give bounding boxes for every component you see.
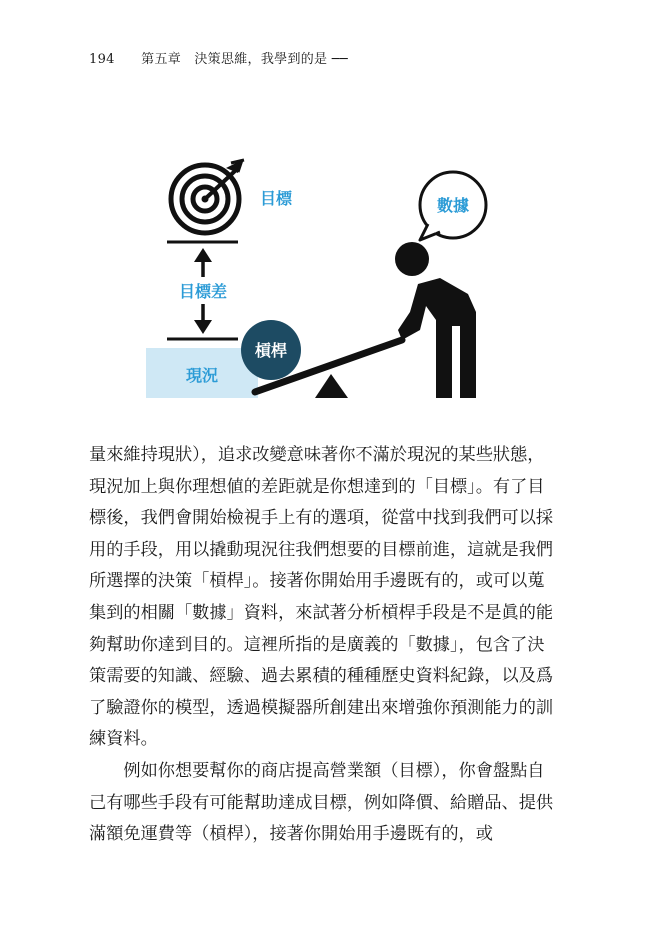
lever-label: 槓桿 [254, 341, 288, 360]
body-text [89, 440, 559, 851]
gap-arrow-down [194, 304, 212, 334]
gap-label: 目標差 [178, 282, 228, 301]
decision-diagram [0, 0, 663, 420]
person-icon [395, 242, 476, 398]
page-number: 194 [89, 52, 115, 67]
paragraph-2: 例如你想要幫你的商店提高營業額（目標），你會盤點自己有哪些手段有可能幫助達成目標，例如降價、給贈品、提供滿額免運費等（槓桿），接著你開始用手邊既有的，或 [89, 760, 554, 845]
status-label: 現況 [185, 366, 219, 385]
gap-arrow-up [194, 248, 212, 277]
paragraph-1: 量來維持現狀），追求改變意味著你不滿於現況的某些狀態，現況加上與你理想値的差距就是你想達到的「目標」。有了目標後，我們會開始檢視手上有的選項，從當中找到我們可以採用的手段，用以撬動現況往我們想要的目標前進，這就是我們所選擇的決策「槓桿」。接著你開始用手邊既有的，或可以蒐集到的相關「數據」資料，來試著分析槓桿手段是不是眞的能夠幫助你達到目的。這裡所指的是廣義的「數據」，包含了決策需要的知識、經驗、過去累積的種種歷史資料紀錄，以及爲了驗證你的模型，透過模擬器所創建出來增強你預測能力的訓練資料。 [89, 445, 554, 750]
goal-label: 目標 [260, 189, 293, 208]
chapter-title: 第五章 決策思維，我學到的是 ── [141, 52, 349, 67]
data-label: 數據 [436, 196, 470, 215]
target-icon [171, 160, 244, 233]
